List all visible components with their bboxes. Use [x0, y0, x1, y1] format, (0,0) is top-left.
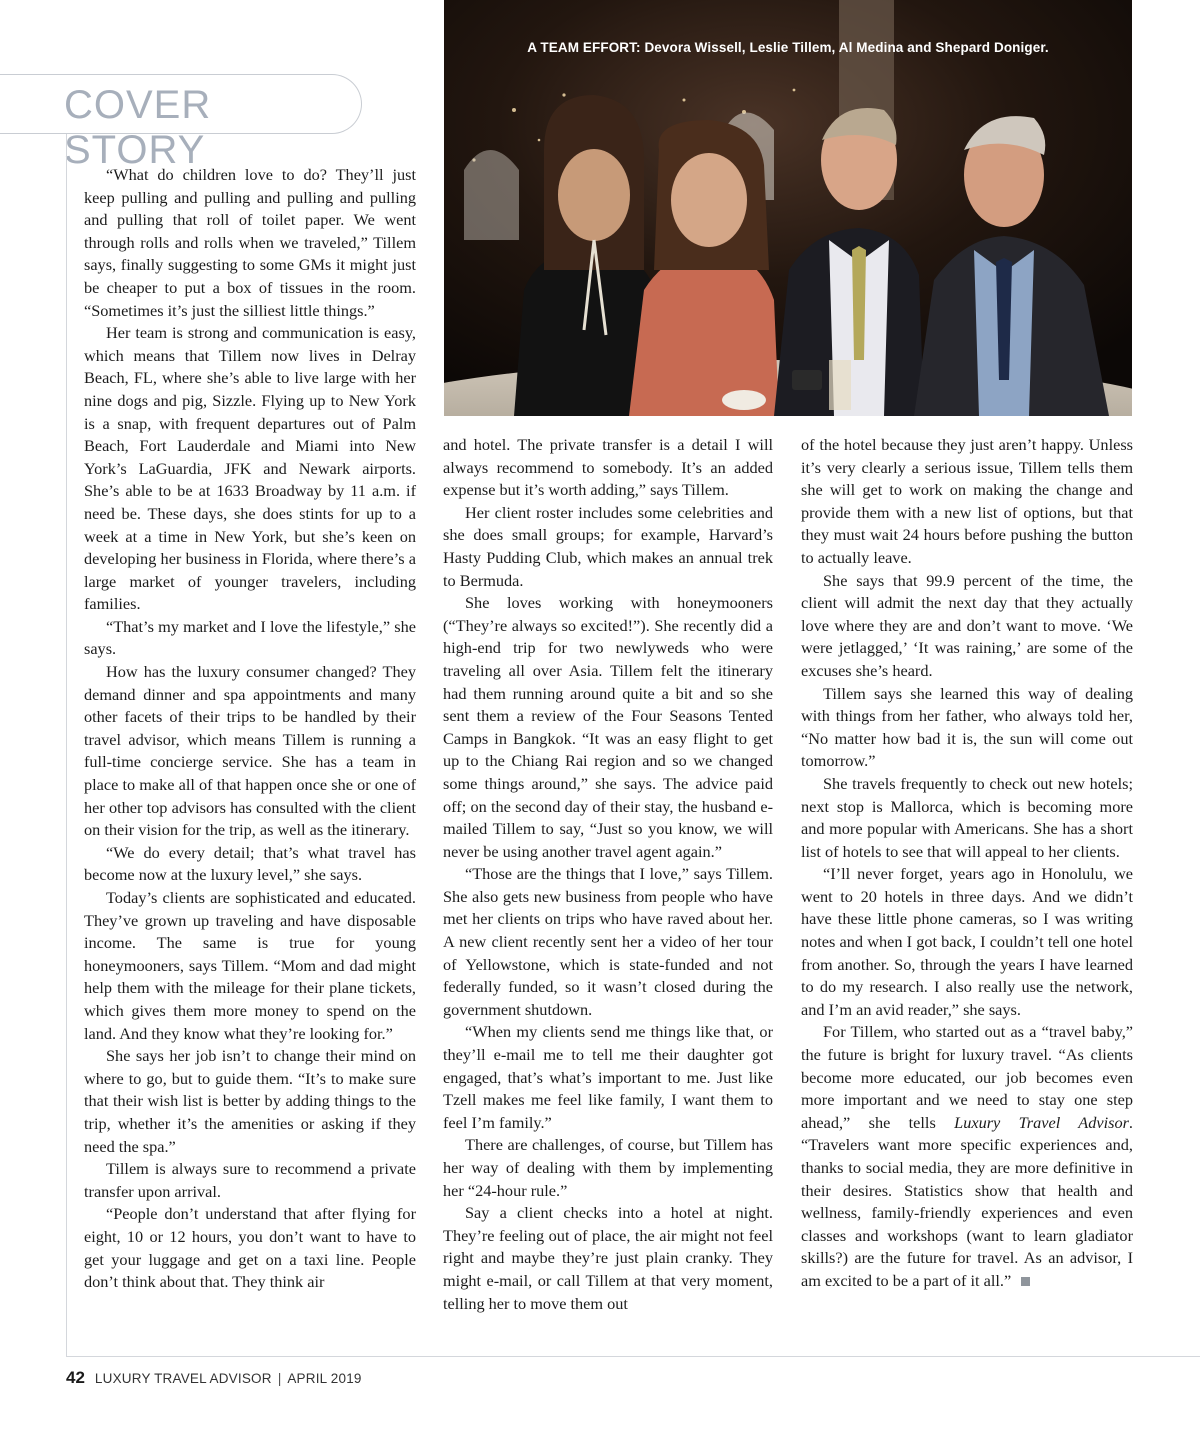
- issue-date: APRIL 2019: [287, 1371, 362, 1386]
- paragraph: Say a client checks into a hotel at night. They’re feeling out of place, the air might not feel right and maybe they’re just plain cranky. They might e-mail, or call Tillem at that very moment, telling her to move them out: [443, 1203, 773, 1313]
- paragraph: Her client roster includes some celebrities and she does small groups; for example, Harvard’s Hasty Pudding Club, which makes an annual trek to Bermuda.: [443, 502, 773, 590]
- end-of-story-mark: [1021, 1277, 1030, 1286]
- paragraph: “Those are the things that I love,” says Tillem. She also gets new business from people who have met her clients on trips who have raved about her. A new client recently sent her a video of her tour of Yellowstone, which is state-funded and not federally funded, so it wasn’t closed during the government shutdown.: [443, 864, 773, 1019]
- publication-title: LUXURY TRAVEL ADVISOR: [94, 1371, 272, 1386]
- page-number: 42: [66, 1368, 85, 1387]
- section-label: COVER STORY: [64, 83, 212, 172]
- paragraph: Tillem is always sure to recommend a private transfer upon arrival.: [84, 1159, 416, 1201]
- paragraph: Tillem says she learned this way of dealing with things from her father, who always told her, “No matter how bad it is, the sun will come out tomorrow.”: [801, 683, 1133, 771]
- paragraph: of the hotel because they just aren’t happy. Unless it’s very clearly a serious issue, Tillem tells them she will get to work on making the change and provide them with a new list of options, but that they must wait 24 hours before pushing the button to actually leave.: [801, 435, 1133, 567]
- paragraph: Her team is strong and communication is easy, which means that Tillem now lives in Delray Beach, FL, where she’s able to live large with her nine dogs and pig, Sizzle. Flying up to New York is a snap, with frequent departures out of Palm Beach, Fort Lauderdale and Miami into New York’s LaGuardia, JFK and Newark airports. She’s able to be at 1633 Broadway by 11 a.m. if need be. These days, she does stints for up to a week at a time in New York, but she’s keen on developing her business in Florida, where there’s a large market of younger travelers, including families.: [84, 323, 416, 614]
- article-column-2: [443, 434, 773, 1315]
- article-column-1: [84, 164, 416, 1294]
- paragraph: “That’s my market and I love the lifestyle,” she says.: [84, 616, 416, 659]
- final-paragraph-text: For Tillem, who started out as a “travel baby,” the future is bright for luxury travel. “As clients become more educated, our job becomes even more important and we need to stay one step ahead,” she tells: [801, 1022, 1133, 1132]
- footer-separator: |: [277, 1370, 282, 1386]
- publication-name-italic: Luxury Travel Advisor: [954, 1112, 1129, 1132]
- paragraph: “I’ll never forget, years ago in Honolulu, we went to 20 hotels in three days. And we didn’t have these little phone cameras, so I was writing notes and when I got back, I couldn’t tell one hotel from another. So, through the years I have learned to do my research. I also really use the network, and I’m an avid reader,” she says.: [801, 864, 1133, 1019]
- paragraph: How has the luxury consumer changed? They demand dinner and spa appointments and many other facets of their trips to be handled by their travel advisor, which means Tillem is running a full-time concierge service. She has a team in place to make all of that happen once she or one of her other top advisors has consulted with the client on their vision for the trip, as well as the itinerary.: [84, 662, 416, 840]
- paragraph: “When my clients send me things like that, or they’ll e-mail me to tell me their daughter got engaged, that’s what’s important to me. Just like Tzell makes me feel like family, I want them to feel I’m family.”: [443, 1022, 773, 1132]
- photo-caption: A TEAM EFFORT: Devora Wissell, Leslie Tillem, Al Medina and Shepard Doniger.: [527, 40, 1049, 55]
- section-tab: [0, 74, 362, 172]
- frame-rule-left: [66, 134, 67, 1356]
- team-photo: [444, 0, 1132, 416]
- team-photo-illustration: [444, 0, 1132, 416]
- paragraph: “People don’t understand that after flying for eight, 10 or 12 hours, you don’t want to have to get your luggage and get on a taxi line. People don’t think about that. They think air: [84, 1204, 416, 1292]
- paragraph: She loves working with honeymooners (“They’re always so excited!”). She recently did a high-end trip for two newlyweds who were traveling all over Asia. Tillem felt the itinerary had them running around quite a bit and so she sent them a review of the Four Seasons Tented Camps in Bangkok. “It was an easy flight to get up to the Chiang Rai region and so we changed some things around,” she says. The advice paid off; on the second day of their stay, the husband e-mailed Tillem to say, “Just so you know, we will never be using another travel agent again.”: [443, 593, 773, 861]
- paragraph: There are challenges, of course, but Tillem has her way of dealing with them by implementing her “24-hour rule.”: [443, 1135, 773, 1200]
- paragraph: Today’s clients are sophisticated and educated. They’ve grown up traveling and have disposable income. The same is true for young honeymooners, says Tillem. “Mom and dad might help them with the mileage for their plane tickets, which gives them more money to spend on the land. And they know what they’re looking for.”: [84, 888, 416, 1043]
- paragraph: “What do children love to do? They’ll just keep pulling and pulling and pulling and pulling and pulling that roll of toilet paper. We went through rolls and rolls when we traveled,” Tillem says, finally suggesting to some GMs it might just be cheaper to put a box of tissues in the room. “Sometimes it’s just the silliest little things.”: [84, 165, 416, 320]
- article-column-3: [801, 434, 1133, 1293]
- paragraph: and hotel. The private transfer is a detail I will always recommend to somebody. It’s an added expense but it’s worth adding,” says Tillem.: [443, 435, 773, 500]
- frame-rule-bottom: [66, 1356, 1200, 1357]
- paragraph: “We do every detail; that’s what travel has become now at the luxury level,” she says.: [84, 842, 416, 885]
- paragraph: She says that 99.9 percent of the time, the client will admit the next day that they actually love where they are and don’t want to move. ‘We were jetlagged,’ ‘It was raining,’ are some of the excuses she’s heard.: [801, 570, 1133, 680]
- paragraph: She says her job isn’t to change their mind on where to go, but to guide them. “It’s to make sure that their wish list is better by adding things to the trip, whether it’s the amenities or asking if they need the spa.”: [84, 1046, 416, 1156]
- paragraph: She travels frequently to check out new hotels; next stop is Mallorca, which is becoming more and more popular with Americans. She has a short list of hotels to see that will appeal to her clients.: [801, 773, 1133, 861]
- final-paragraph-text-end: . “Travelers want more specific experiences and, thanks to social media, they are more definitive in their desires. Statistics show that health and wellness, family-friendly experiences and even classes and workshops (want to learn gladiator skills?) are the future for travel. As an advisor, I am excited to be a part of it all.”: [801, 1112, 1133, 1290]
- final-paragraph: [801, 1021, 1133, 1292]
- page-footer: [66, 1368, 362, 1390]
